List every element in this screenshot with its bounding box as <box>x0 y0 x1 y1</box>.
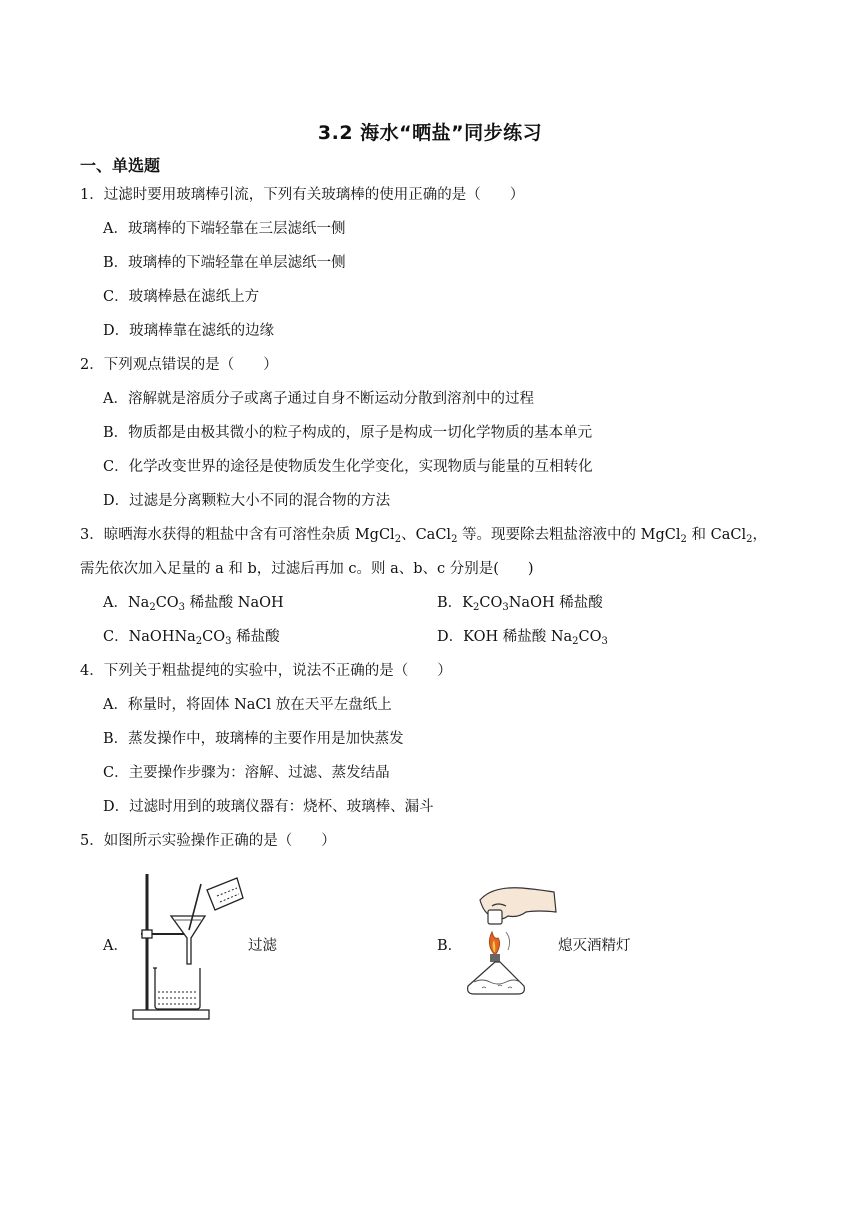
question-4-option-b[interactable]: B．蒸发操作中，玻璃棒的主要作用是加快蒸发 <box>103 731 404 747</box>
question-3-stem-line-1: 3．晾晒海水获得的粗盐中含有可溶性杂质 MgCl$_2$、CaCl$_2$ 等。现要除去粗盐溶液中的 MgCl$_2$ 和 CaCl$_2$， <box>80 527 767 545</box>
question-2-option-a[interactable]: A．溶解就是溶质分子或离子通过自身不断运动分散到溶剂中的过程 <box>103 391 534 407</box>
question-1-stem: 1．过滤时要用玻璃棒引流，下列有关玻璃棒的使用正确的是（ ） <box>80 187 525 203</box>
question-1-option-c[interactable]: C．玻璃棒悬在滤纸上方 <box>103 289 260 305</box>
question-1-option-a[interactable]: A．玻璃棒的下端轻靠在三层滤纸一侧 <box>103 221 346 237</box>
question-3-option-d[interactable]: D．KOH 稀盐酸 $Na_2CO_3$ <box>437 629 608 647</box>
page-title: 3.2 海水“晒盐”同步练习 <box>317 122 543 144</box>
filtration-apparatus-figure <box>125 868 245 1026</box>
question-4-stem: 4．下列关于粗盐提纯的实验中，说法不正确的是（ ） <box>80 663 452 679</box>
question-3-option-b[interactable]: B．$K_2CO_3NaOH$ 稀盐酸 <box>437 595 603 613</box>
question-4-option-a[interactable]: A．称量时，将固体 NaCl 放在天平左盘纸上 <box>103 697 392 713</box>
question-4-option-d[interactable]: D．过滤时用到的玻璃仪器有：烧杯、玻璃棒、漏斗 <box>103 799 434 815</box>
question-5-stem: 5．如图所示实验操作正确的是（ ） <box>80 833 336 849</box>
question-4-option-c[interactable]: C．主要操作步骤为：溶解、过滤、蒸发结晶 <box>103 765 390 781</box>
question-3-option-a[interactable]: A．$Na_2CO_3$ 稀盐酸 NaOH <box>103 595 284 613</box>
question-3-stem-line-2: 需先依次加入足量的 a 和 b，过滤后再加 c。则 a、b、c 分别是( ) <box>80 561 534 577</box>
question-5-option-a-label[interactable]: A． <box>103 938 128 954</box>
question-2-option-d[interactable]: D．过滤是分离颗粒大小不同的混合物的方法 <box>103 493 391 509</box>
question-5-option-b-label[interactable]: B． <box>437 938 463 954</box>
question-2-option-b[interactable]: B．物质都是由极其微小的粒子构成的，原子是构成一切化学物质的基本单元 <box>103 425 593 441</box>
question-2-option-c[interactable]: C．化学改变世界的途径是使物质发生化学变化，实现物质与能量的互相转化 <box>103 459 593 475</box>
question-2-stem: 2．下列观点错误的是（ ） <box>80 357 278 373</box>
question-1-option-d[interactable]: D．玻璃棒靠在滤纸的边缘 <box>103 323 275 339</box>
alcohol-lamp-figure <box>462 882 560 1000</box>
question-3-option-c[interactable]: C．$NaOHNa_2CO_3$ 稀盐酸 <box>103 629 280 647</box>
section-heading: 一、单选题 <box>80 156 161 175</box>
question-1-option-b[interactable]: B．玻璃棒的下端轻靠在单层滤纸一侧 <box>103 255 346 271</box>
question-5-option-b-caption: 熄灭酒精灯 <box>558 938 631 954</box>
question-5-option-a-caption: 过滤 <box>248 938 277 954</box>
